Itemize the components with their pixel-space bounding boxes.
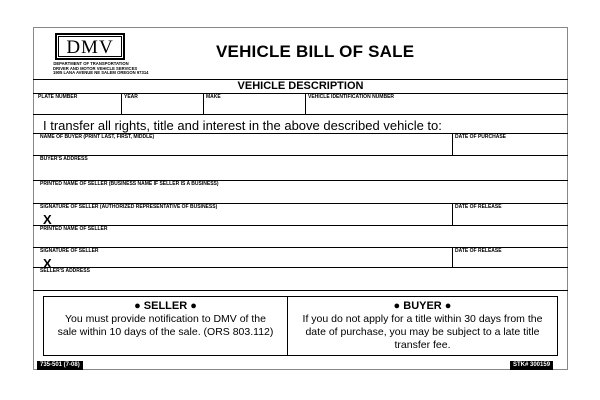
org-line-1: DEPARTMENT OF TRANSPORTATION [53, 61, 129, 66]
seller-address-label: SELLER'S ADDRESS [40, 268, 90, 274]
year-label: YEAR [124, 94, 138, 100]
buyer-notice [288, 297, 557, 355]
page-title: VEHICLE BILL OF SALE [216, 42, 415, 61]
plate-number-label: PLATE NUMBER [38, 94, 78, 100]
notice-panel [43, 296, 558, 356]
transfer-statement: I transfer all rights, title and interest in the above described vehicle to: [43, 118, 442, 133]
date-of-release-label-2: DATE OF RELEASE [455, 248, 502, 254]
dmv-logo-text: DMV [58, 36, 122, 57]
stock-number-text: STK# 300159 [513, 362, 551, 368]
buyer-notice-text: If you do not apply for a title within 30 days from the date of purchase, you may be subject to a late title transfer fee. [302, 313, 543, 351]
seller-printed-business-label: PRINTED NAME OF SELLER (BUSINESS NAME IF SELLER IS A BUSINESS) [40, 181, 219, 187]
make-label: MAKE [206, 94, 221, 100]
signature-x-mark-1: X [43, 212, 52, 227]
buyer-notice-heading: ● BUYER ● [393, 300, 452, 312]
org-line-2: DRIVER AND MOTOR VEHICLE SERVICES [53, 65, 138, 71]
signature-x-mark-2: X [43, 256, 52, 271]
dmv-org-name [53, 61, 149, 76]
stock-number [510, 361, 553, 370]
org-line-3: 1905 LANA AVENUE NE SALEM OREGON 97314 [53, 70, 149, 76]
vehicle-description-header: VEHICLE DESCRIPTION [237, 80, 364, 92]
seller-signature-authorized-label: SIGNATURE OF SELLER (AUTHORIZED REPRESENTATIVE OF BUSINESS) [40, 204, 218, 210]
seller-notice-text: You must provide notification to DMV of the sale within 10 days of the sale. (ORS 803.112) [57, 313, 274, 338]
buyer-name-label: NAME OF BUYER (PRINT LAST, FIRST, MIDDLE) [40, 134, 155, 140]
date-of-purchase-label: DATE OF PURCHASE [455, 134, 507, 140]
seller-printed-name-label: PRINTED NAME OF SELLER [40, 226, 108, 232]
seller-signature-label: SIGNATURE OF SELLER [40, 248, 99, 254]
vin-label: VEHICLE IDENTIFICATION NUMBER [308, 94, 395, 100]
bill-of-sale-form [33, 27, 568, 375]
seller-notice-heading: ● SELLER ● [134, 300, 197, 312]
date-of-release-label-1: DATE OF RELEASE [455, 204, 502, 210]
buyer-address-label: BUYER'S ADDRESS [40, 156, 88, 162]
seller-notice [44, 297, 287, 355]
form-number-text: 735-501 (7-08) [40, 362, 80, 368]
dmv-logo [55, 33, 125, 60]
form-number [37, 361, 83, 370]
